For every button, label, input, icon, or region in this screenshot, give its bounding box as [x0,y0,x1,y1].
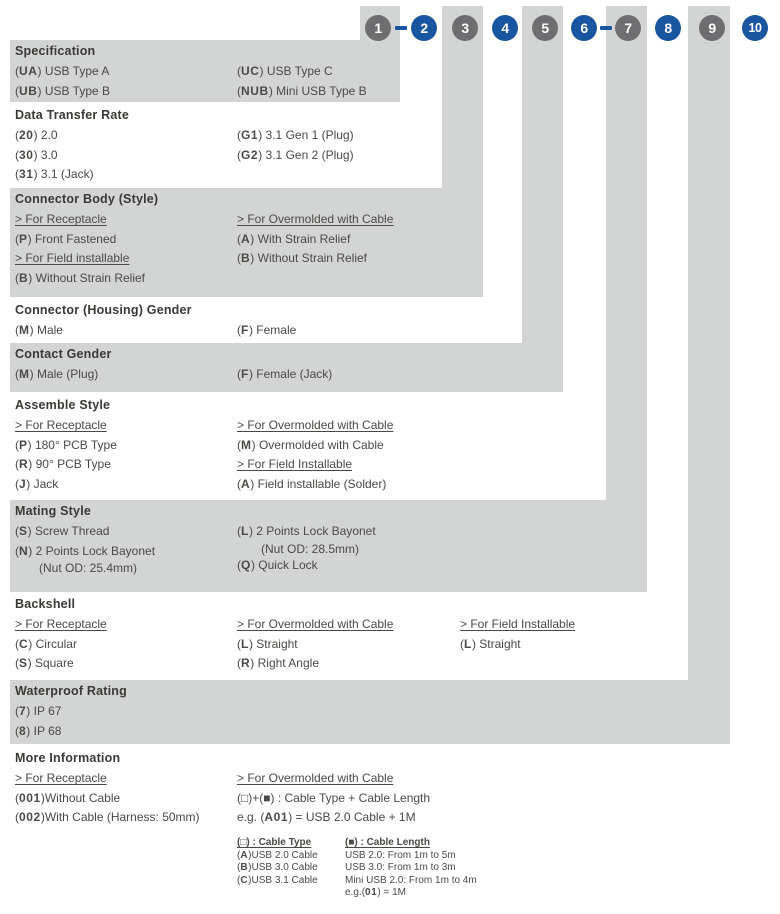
option-column-2 [237,210,393,269]
option-row: (G1) 3.1 Gen 1 (Plug) [237,128,354,142]
option-row: (NUB) Mini USB Type B [237,83,367,98]
section-backshell [10,593,688,679]
option-code: (M) [15,323,34,337]
option-row: USB 3.0: From 1m to 3m [345,862,456,873]
option-column-2 [237,126,354,165]
option-row: Mini USB 2.0: From 1m to 4m [345,874,477,886]
option-column-1 [15,702,61,741]
option-subnote: (Nut OD: 25.4mm) [39,561,138,575]
option-row: (002)With Cable (Harness: 50mm) [15,810,200,824]
group-link: > For Receptacle [15,418,107,432]
option-subnote: (Nut OD: 28.5mm) [261,541,360,556]
option-code: (UA) [15,64,42,78]
option-code: (N) [15,543,33,558]
option-row: (G2) 3.1 Gen 2 (Plug) [237,147,354,162]
option-column-2 [237,769,430,828]
column-strip-9 [688,6,730,680]
section-heading: Specification [15,44,96,58]
option-row: USB 2.0: From 1m to 5m [345,849,456,861]
option-code: (S) [15,524,32,538]
position-circle-7: 7 [615,15,641,41]
section-mating-style [10,500,647,592]
option-column-3 [460,615,575,654]
option-row: (B)USB 3.0 Cable [237,862,318,873]
position-circle-8: 8 [655,15,681,41]
option-code: (20) [15,128,38,142]
option-code: (B) [237,862,252,873]
option-row: (C) Circular [15,636,77,651]
option-code: (F) [237,323,253,337]
option-code: (S) [15,656,32,670]
option-row: (C)USB 3.1 Cable [237,874,318,886]
section-contact-gender [10,343,563,392]
option-row: (F) Female [237,323,297,337]
cable-length-header: (■) : Cable Length [345,837,430,848]
group-link: > For Overmolded with Cable [237,771,394,785]
section-heading: Assemble Style [15,398,111,412]
section-connector-body-style [10,188,483,297]
group-link: > For Field installable [15,251,130,265]
group-link: > For Field Installable [460,617,576,631]
option-code: (F) [237,367,253,381]
group-link: > For Overmolded with Cable [237,617,394,631]
option-code: (R) [15,457,33,471]
option-row: (7) IP 67 [15,704,62,718]
option-code: (A) [237,476,255,491]
option-row: (20) 2.0 [15,128,58,142]
option-row: (B) Without Strain Relief [237,251,367,265]
option-code: (B) [15,270,33,285]
option-code: (B) [237,251,255,265]
option-code: (30) [15,147,38,162]
option-row: (8) IP 68 [15,723,62,738]
option-code: (J) [15,476,31,491]
option-row: (S) Screw Thread [15,524,110,538]
option-column-1 [15,126,94,185]
option-code: (L) [460,636,476,651]
section-heading: Data Transfer Rate [15,108,130,122]
option-row: (A) With Strain Relief [237,231,351,246]
option-column-1 [15,365,98,385]
option-row: (F) Female (Jack) [237,367,333,381]
option-code: (NUB) [237,83,273,98]
option-row: (N) 2 Points Lock Bayonet (Nut OD: 25.4mm) [15,543,156,575]
option-code: (C) [15,636,33,651]
section-heading: Connector (Housing) Gender [15,303,192,317]
option-code: (01) [361,887,381,898]
option-column-1 [15,210,145,288]
position-connector-dash [395,26,407,30]
option-code: (L) [237,636,253,651]
cable-type-header: (□) : Cable Type [237,837,312,848]
option-row: (M) Male [15,323,63,337]
option-row: (L) Straight [237,636,298,651]
option-row: (UB) USB Type B [15,83,111,98]
option-column-1 [15,62,110,101]
option-code: (C) [237,874,252,886]
section-heading: Waterproof Rating [15,684,127,698]
option-row: (001)Without Cable [15,790,121,805]
section-heading: Backshell [15,597,76,611]
section-heading: Contact Gender [15,347,112,361]
option-code: (M) [15,367,34,381]
option-code: (A) [237,849,252,861]
cable-type-column [237,837,318,887]
option-row: (J) Jack [15,476,59,491]
group-link: > For Overmolded with Cable [237,418,394,432]
section-specification [10,40,400,102]
option-code: (001) [15,790,45,805]
option-code: (P) [15,231,32,246]
option-code: (L) [237,524,253,538]
cable-length-column [345,837,477,900]
position-circle-1: 1 [365,15,391,41]
option-code: (Q) [237,557,255,572]
section-connector-housing-gender [10,299,522,343]
section-more-information [10,747,780,914]
position-circle-9: 9 [699,15,725,41]
option-code: (A) [237,231,255,246]
option-code: (A01) [260,810,293,824]
option-row: (UC) USB Type C [237,64,333,78]
option-column-1 [15,615,107,674]
option-row: (UA) USB Type A [15,64,110,78]
position-circle-2: 2 [411,15,437,41]
option-row: (M) Male (Plug) [15,367,99,381]
option-code: (G1) [237,128,263,142]
option-column-2 [237,321,296,341]
option-row: (31) 3.1 (Jack) [15,167,94,181]
option-column-1 [15,522,155,575]
option-row: (L) 2 Points Lock Bayonet (Nut OD: 28.5mm) [237,524,376,556]
option-column-1 [15,769,200,828]
option-code: (31) [15,167,38,181]
option-row: (Q) Quick Lock [237,557,318,572]
option-row: e.g.(01) = 1M [345,887,406,898]
option-column-2 [237,62,367,101]
group-link: > For Receptacle [15,212,107,226]
option-row: (P) 180° PCB Type [15,437,117,452]
option-column-2 [237,615,393,674]
option-column-2 [237,522,376,575]
position-circle-10: 10 [742,15,768,41]
section-assemble-style [10,394,605,498]
section-waterproof-rating [10,680,730,744]
section-heading: Mating Style [15,504,92,518]
group-link: > For Field Installable [237,457,353,471]
option-code: (G2) [237,147,263,162]
option-row: (S) Square [15,656,74,670]
position-connector-dash [600,26,612,30]
option-row: (A) Field installable (Solder) [237,476,387,491]
option-row: (30) 3.0 [15,147,58,162]
group-link: > For Overmolded with Cable [237,212,394,226]
position-circle-5: 5 [532,15,558,41]
option-row: e.g. (A01) = USB 2.0 Cable + 1M [237,810,416,824]
option-code: (UB) [15,83,42,98]
option-row: (L) Straight [460,636,521,651]
option-row: (□)+(■) : Cable Type + Cable Length [237,790,431,805]
section-heading: Connector Body (Style) [15,192,159,206]
option-code: (UC) [237,64,264,78]
option-column-1 [15,416,117,494]
option-row: (A)USB 2.0 Cable [237,849,318,861]
option-row: (R) 90° PCB Type [15,457,111,471]
option-row: (B) Without Strain Relief [15,270,145,285]
option-column-2 [237,416,393,494]
option-column-1 [15,321,63,341]
option-code: (R) [237,656,255,670]
option-row: (R) Right Angle [237,656,319,670]
group-link: > For Receptacle [15,617,107,631]
section-data-transfer-rate [10,104,442,186]
option-code: (002) [15,810,45,824]
position-circle-3: 3 [452,15,478,41]
option-column-2 [237,365,332,385]
column-strip-7 [606,6,647,500]
section-heading: More Information [15,751,121,765]
group-link: > For Receptacle [15,771,107,785]
option-row: (M) Overmolded with Cable [237,437,384,452]
position-circle-6: 6 [571,15,597,41]
position-circle-4: 4 [492,15,518,41]
option-row: (P) Front Fastened [15,231,117,246]
option-code: (P) [15,437,32,452]
option-code: (M) [237,437,256,452]
option-code: (7) [15,704,31,718]
column-strip-5 [522,6,563,343]
option-code: (8) [15,723,31,738]
